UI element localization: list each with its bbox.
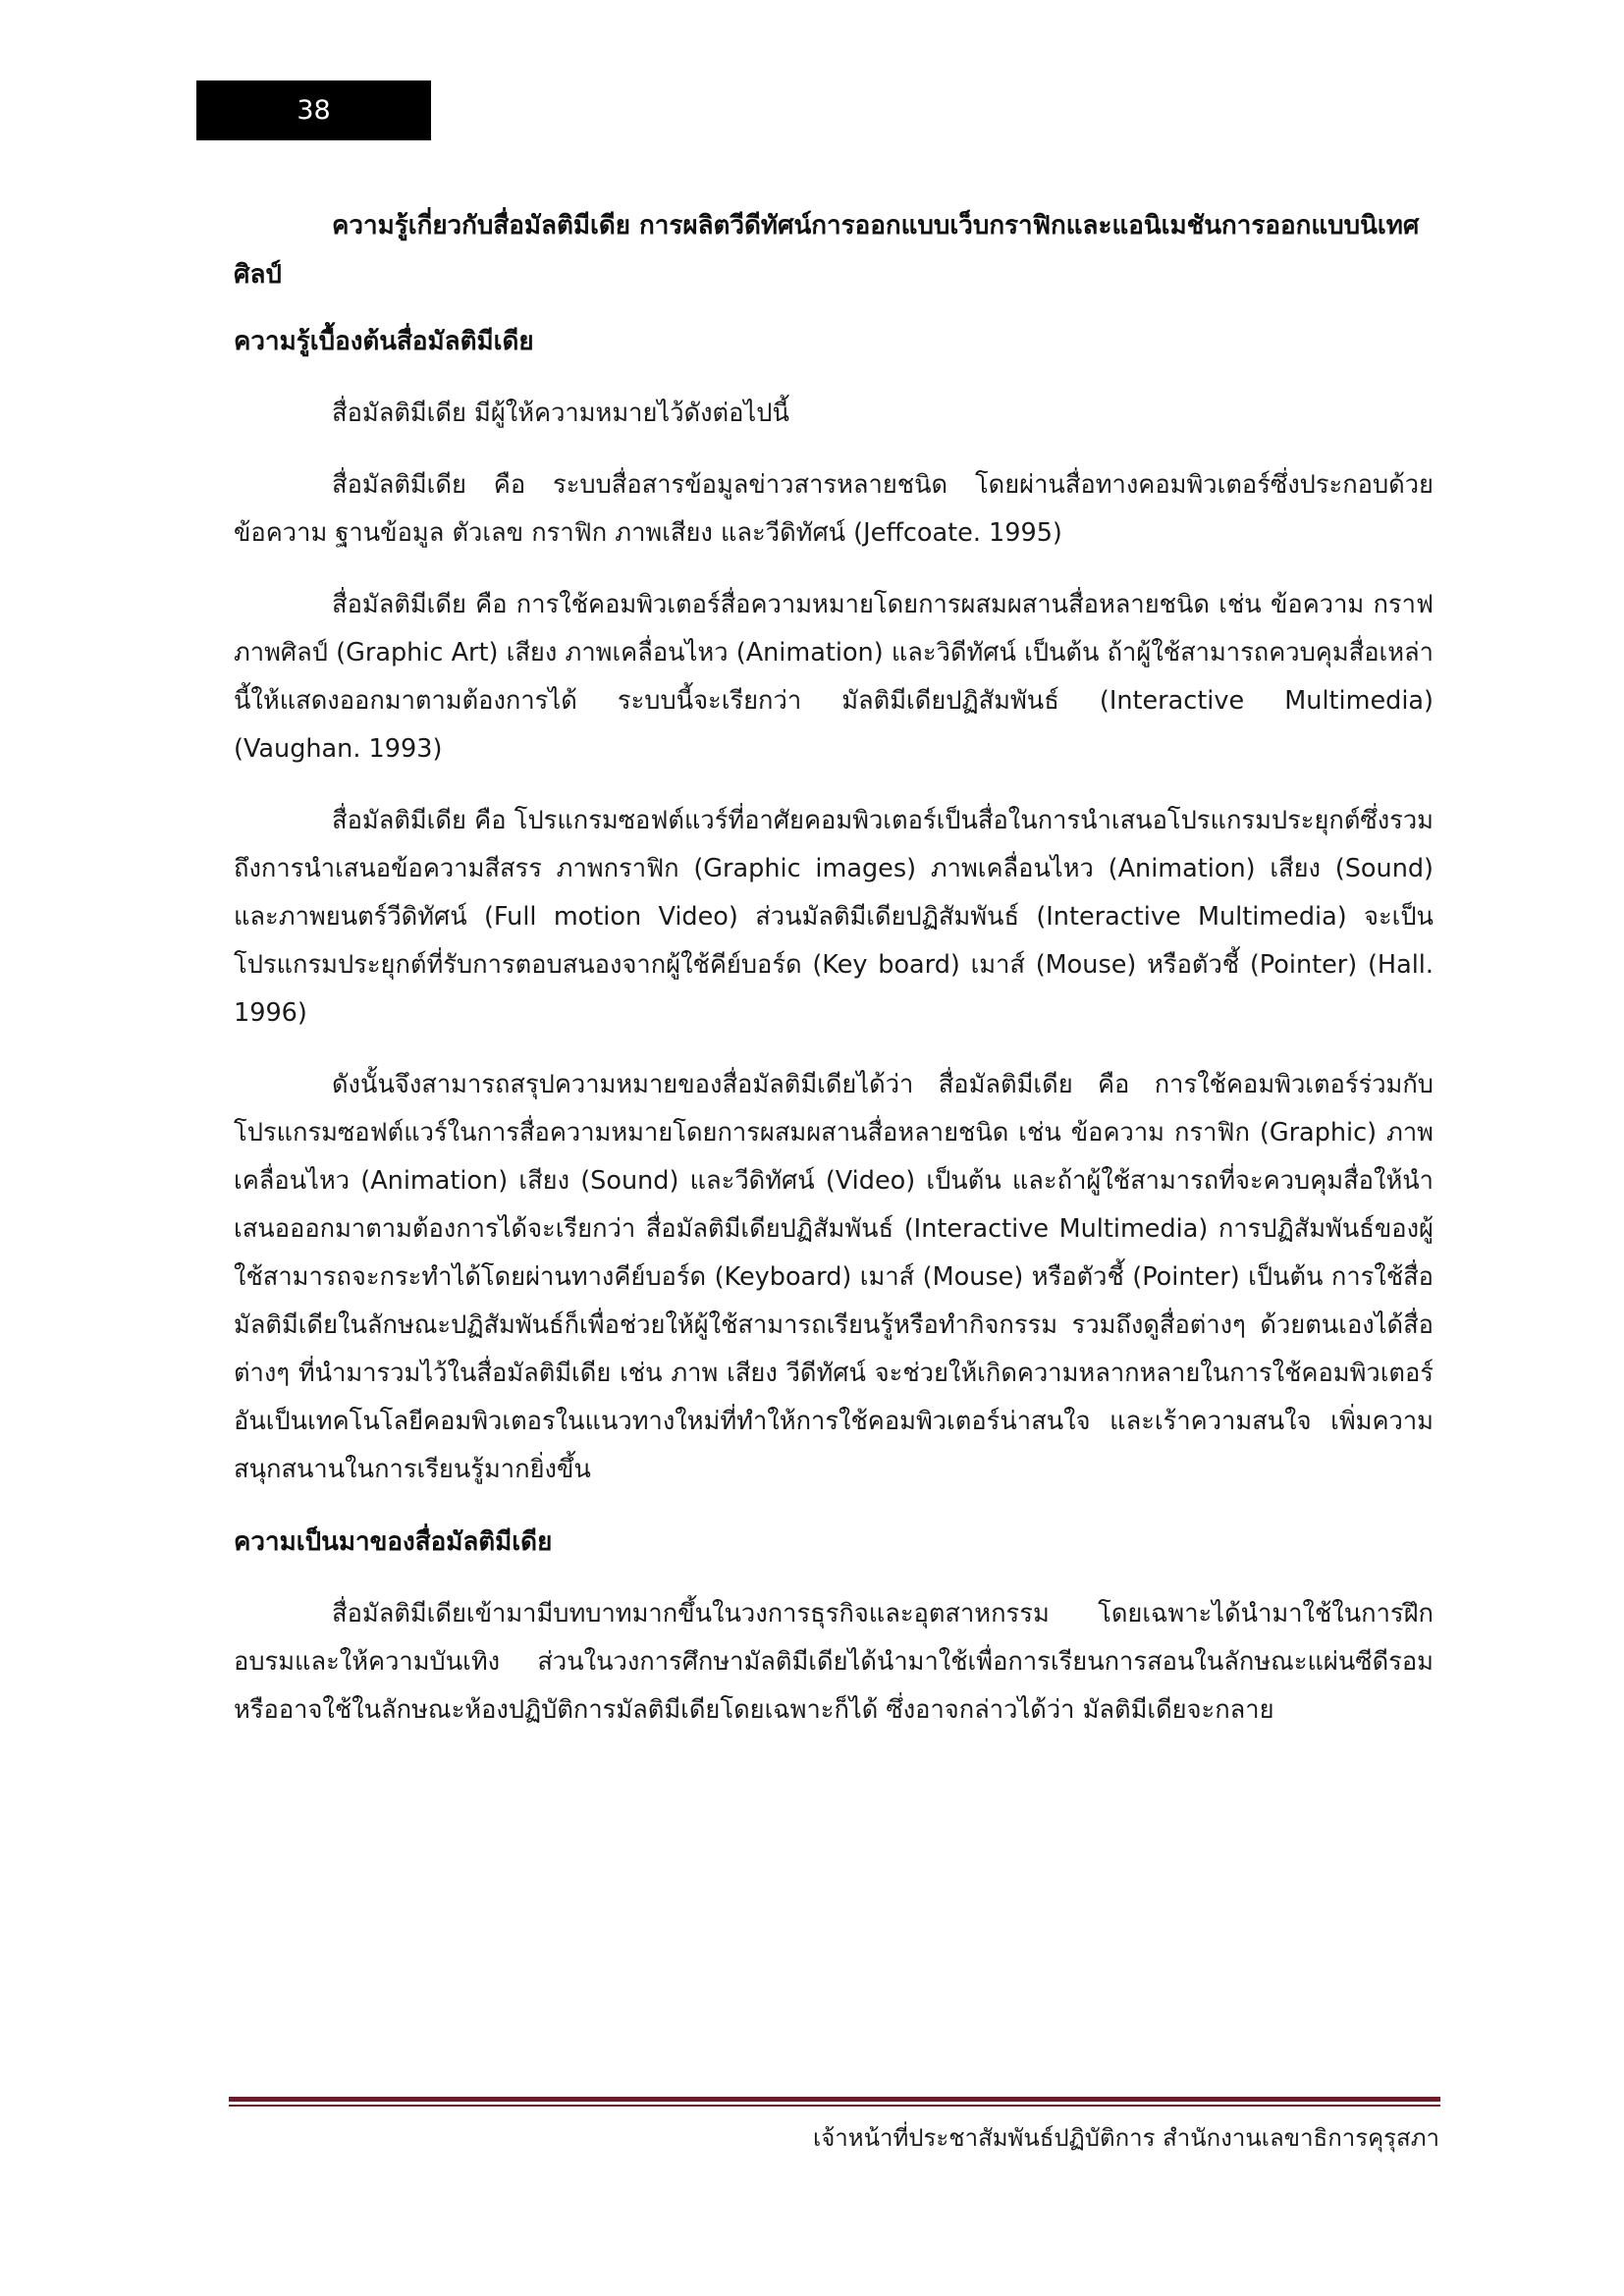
footer-text: เจ้าหน้าที่ประชาสัมพันธ์ปฏิบัติการ สำนักงานเลขาธิการคุรุสภา	[813, 2124, 1439, 2152]
paragraph: ดังนั้นจึงสามารถสรุปความหมายของสื่อมัลติมีเดียได้ว่า สื่อมัลติมีเดีย คือ การใช้คอมพิวเตอร์ร่วมกับโปรแกรมซอฟต์แวร์ในการสื่อความหมายโดยการผสมผสานสื่อหลายชนิด เช่น ข้อความ กราฟิก (Graphic) ภาพเคลื่อนไหว (Animation) เสียง (Sound) และวีดิทัศน์ (Video) เป็นต้น และถ้าผู้ใช้สามารถที่จะควบคุมสื่อให้นำเสนอออกมาตามต้องการได้จะเรียกว่า สื่อมัลติมีเดียปฏิสัมพันธ์ (Interactive Multimedia) การปฏิสัมพันธ์ของผู้ใช้สามารถจะกระทำได้โดยผ่านทางคีย์บอร์ด (Keyboard) เมาส์ (Mouse) หรือตัวชี้ (Pointer) เป็นต้น การใช้สื่อมัลติมีเดียในลักษณะปฏิสัมพันธ์ก็เพื่อช่วยให้ผู้ใช้สามารถเรียนรู้หรือทำกิจกรรม รวมถึงดูสื่อต่างๆ ด้วยตนเองได้สื่อต่างๆ ที่นำมารวมไว้ในสื่อมัลติมีเดีย เช่น ภาพ เสียง วีดีทัศน์ จะช่วยให้เกิดความหลากหลายในการใช้คอมพิวเตอร์อันเป็นเทคโนโลยีคอมพิวเตอรในแนวทางใหม่ที่ทำให้การใช้คอมพิวเตอร์น่าสนใจ และเร้าความสนใจ เพิ่มความสนุกสนานในการเรียนรู้มากยิ่งขึ้น	[234, 1070, 1434, 1484]
paragraph: สื่อมัลติมีเดีย คือ ระบบสื่อสารข้อมูลข่าวสารหลายชนิด โดยผ่านสื่อทางคอมพิวเตอร์ซึ่งประกอบด้วย ข้อความ ฐานข้อมูล ตัวเลข กราฟิก ภาพเสียง และวีดิทัศน์ (Jeffcoate. 1995)	[234, 470, 1434, 548]
section-heading-basics: ความรู้เบื้องต้นสื่อมัลติมีเดีย	[234, 327, 534, 356]
document-body	[234, 201, 1434, 1758]
paragraph: สื่อมัลติมีเดีย คือ โปรแกรมซอฟต์แวร์ที่อาศัยคอมพิวเตอร์เป็นสื่อในการนำเสนอโปรแกรมประยุกต์ซึ่งรวมถึงการนำเสนอข้อความสีสรร ภาพกราฟิก (Graphic images) ภาพเคลื่อนไหว (Animation) เสียง (Sound) และภาพยนตร์วีดิทัศน์ (Full motion Video) ส่วนมัลติมีเดียปฏิสัมพันธ์ (Interactive Multimedia) จะเป็นโปรแกรมประยุกต์ที่รับการตอบสนองจากผู้ใช้คีย์บอร์ด (Key board) เมาส์ (Mouse) หรือตัวชี้ (Pointer) (Hall. 1996)	[234, 806, 1434, 1028]
paragraph: สื่อมัลติมีเดีย คือ การใช้คอมพิวเตอร์สื่อความหมายโดยการผสมผสานสื่อหลายชนิด เช่น ข้อความ กราฟ ภาพศิลป์ (Graphic Art) เสียง ภาพเคลื่อนไหว (Animation) และวิดีทัศน์ เป็นต้น ถ้าผู้ใช้สามารถควบคุมสื่อเหล่านี้ให้แสดงออกมาตามต้องการได้ ระบบนี้จะเรียกว่า มัลติมีเดียปฏิสัมพันธ์ (Interactive Multimedia) (Vaughan. 1993)	[234, 590, 1434, 764]
page-number: 38	[196, 80, 431, 140]
footer-divider	[229, 2097, 1440, 2102]
footer-divider-thin	[229, 2105, 1440, 2107]
main-heading: ความรู้เกี่ยวกับสื่อมัลติมีเดีย การผลิตวีดีทัศน์การออกแบบเว็บกราฟิกและแอนิเมชันการออกแบบนิเทศศิลป์	[234, 211, 1420, 290]
section-heading-history: ความเป็นมาของสื่อมัลติมีเดีย	[234, 1527, 553, 1557]
paragraph: สื่อมัลติมีเดีย มีผู้ให้ความหมายไว้ดังต่อไปนี้	[332, 399, 789, 428]
paragraph: สื่อมัลติมีเดียเข้ามามีบทบาทมากขึ้นในวงการธุรกิจและอุตสาหกรรม โดยเฉพาะได้นำมาใช้ในการฝึกอบรมและให้ความบันเทิง ส่วนในวงการศึกษามัลติมีเดียได้นำมาใช้เพื่อการเรียนการสอนในลักษณะแผ่นซีดีรอม หรืออาจใช้ในลักษณะห้องปฏิบัติการมัลติมีเดียโดยเฉพาะก็ได้ ซึ่งอาจกล่าวได้ว่า มัลติมีเดียจะกลาย	[234, 1599, 1434, 1725]
